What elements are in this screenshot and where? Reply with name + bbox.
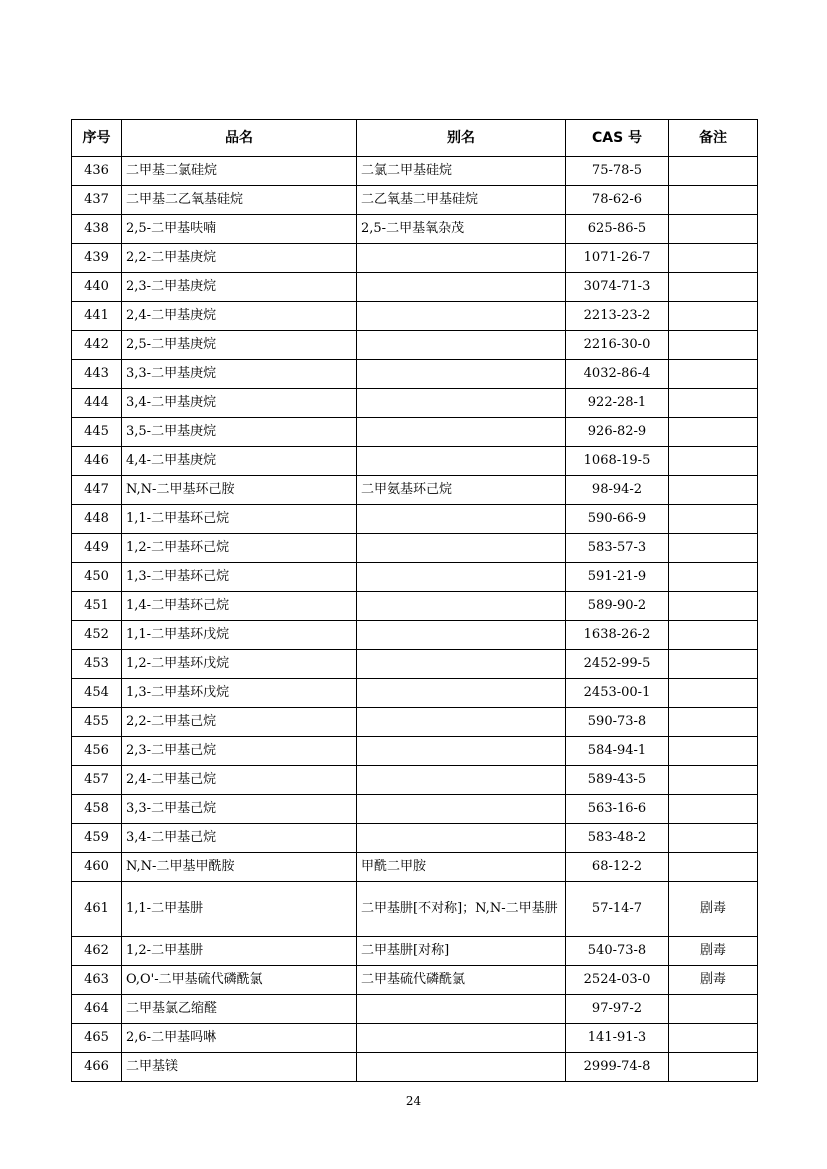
row-index-cell: 444 <box>72 389 122 418</box>
product-name-cell: 4,4-二甲基庚烷 <box>122 447 357 476</box>
table-row <box>72 1053 758 1082</box>
alias-name-cell <box>357 824 566 853</box>
product-name-cell: 2,2-二甲基庚烷 <box>122 244 357 273</box>
product-name-cell: 2,3-二甲基己烷 <box>122 737 357 766</box>
table-row <box>72 186 758 215</box>
remark-cell <box>669 621 758 650</box>
cas-number-cell: 4032-86-4 <box>566 360 669 389</box>
header-alias: 别名 <box>357 120 566 157</box>
remark-cell <box>669 824 758 853</box>
row-index-cell: 462 <box>72 937 122 966</box>
cas-number-cell: 2216-30-0 <box>566 331 669 360</box>
table-row <box>72 389 758 418</box>
row-index-cell: 448 <box>72 505 122 534</box>
cas-number-cell: 57-14-7 <box>566 882 669 937</box>
cas-number-cell: 78-62-6 <box>566 186 669 215</box>
cas-number-cell: 563-16-6 <box>566 795 669 824</box>
row-index-cell: 454 <box>72 679 122 708</box>
remark-cell <box>669 157 758 186</box>
product-name-cell: 二甲基二乙氧基硅烷 <box>122 186 357 215</box>
table-row <box>72 418 758 447</box>
alias-name-cell <box>357 621 566 650</box>
remark-cell <box>669 592 758 621</box>
product-name-cell: 3,4-二甲基己烷 <box>122 824 357 853</box>
alias-name-cell <box>357 795 566 824</box>
remark-cell <box>669 331 758 360</box>
cas-number-cell: 1071-26-7 <box>566 244 669 273</box>
cas-number-cell: 141-91-3 <box>566 1024 669 1053</box>
alias-name-cell: 2,5-二甲基氧杂茂 <box>357 215 566 244</box>
alias-name-cell <box>357 389 566 418</box>
row-index-cell: 452 <box>72 621 122 650</box>
alias-name-cell: 二甲基硫代磷酰氯 <box>357 966 566 995</box>
table-body <box>72 157 758 1082</box>
table-row <box>72 824 758 853</box>
row-index-cell: 442 <box>72 331 122 360</box>
product-name-cell: 1,2-二甲基环己烷 <box>122 534 357 563</box>
product-name-cell: 1,2-二甲基环戊烷 <box>122 650 357 679</box>
remark-cell <box>669 389 758 418</box>
table-row <box>72 708 758 737</box>
table-row <box>72 534 758 563</box>
cas-number-cell: 1068-19-5 <box>566 447 669 476</box>
alias-name-cell: 二甲基肼[对称] <box>357 937 566 966</box>
cas-number-cell: 589-90-2 <box>566 592 669 621</box>
cas-number-cell: 2524-03-0 <box>566 966 669 995</box>
product-name-cell: 二甲基氯乙缩醛 <box>122 995 357 1024</box>
row-index-cell: 440 <box>72 273 122 302</box>
remark-cell <box>669 995 758 1024</box>
table-row <box>72 882 758 937</box>
table-row <box>72 795 758 824</box>
product-name-cell: 3,4-二甲基庚烷 <box>122 389 357 418</box>
remark-cell <box>669 737 758 766</box>
row-index-cell: 464 <box>72 995 122 1024</box>
cas-number-cell: 583-48-2 <box>566 824 669 853</box>
cas-number-cell: 2452-99-5 <box>566 650 669 679</box>
header-remarks: 备注 <box>669 120 758 157</box>
row-index-cell: 460 <box>72 853 122 882</box>
table-row <box>72 360 758 389</box>
alias-name-cell <box>357 360 566 389</box>
cas-number-cell: 591-21-9 <box>566 563 669 592</box>
row-index-cell: 465 <box>72 1024 122 1053</box>
table-row <box>72 505 758 534</box>
alias-name-cell <box>357 995 566 1024</box>
remark-cell <box>669 360 758 389</box>
alias-name-cell <box>357 1024 566 1053</box>
alias-name-cell <box>357 592 566 621</box>
remark-cell <box>669 215 758 244</box>
cas-number-cell: 1638-26-2 <box>566 621 669 650</box>
remark-cell <box>669 505 758 534</box>
alias-name-cell <box>357 563 566 592</box>
remark-cell: 剧毒 <box>669 966 758 995</box>
product-name-cell: 1,1-二甲基肼 <box>122 882 357 937</box>
remark-cell: 剧毒 <box>669 937 758 966</box>
product-name-cell: 1,3-二甲基环戊烷 <box>122 679 357 708</box>
row-index-cell: 446 <box>72 447 122 476</box>
row-index-cell: 455 <box>72 708 122 737</box>
cas-number-cell: 584-94-1 <box>566 737 669 766</box>
table-row <box>72 679 758 708</box>
alias-name-cell <box>357 737 566 766</box>
row-index-cell: 443 <box>72 360 122 389</box>
remark-cell <box>669 795 758 824</box>
table-row <box>72 244 758 273</box>
table-row <box>72 331 758 360</box>
alias-name-cell <box>357 766 566 795</box>
cas-number-cell: 926-82-9 <box>566 418 669 447</box>
alias-name-cell <box>357 534 566 563</box>
remark-cell <box>669 302 758 331</box>
remark-cell <box>669 650 758 679</box>
remark-cell <box>669 418 758 447</box>
row-index-cell: 466 <box>72 1053 122 1082</box>
remark-cell <box>669 186 758 215</box>
table-row <box>72 592 758 621</box>
row-index-cell: 438 <box>72 215 122 244</box>
table-row <box>72 563 758 592</box>
product-name-cell: 1,1-二甲基环戊烷 <box>122 621 357 650</box>
table-row <box>72 937 758 966</box>
product-name-cell: N,N-二甲基环己胺 <box>122 476 357 505</box>
cas-number-cell: 625-86-5 <box>566 215 669 244</box>
cas-number-cell: 3074-71-3 <box>566 273 669 302</box>
alias-name-cell <box>357 302 566 331</box>
row-index-cell: 450 <box>72 563 122 592</box>
header-index: 序号 <box>72 120 122 157</box>
cas-number-cell: 68-12-2 <box>566 853 669 882</box>
row-index-cell: 456 <box>72 737 122 766</box>
cas-number-cell: 2213-23-2 <box>566 302 669 331</box>
cas-number-cell: 2453-00-1 <box>566 679 669 708</box>
product-name-cell: 2,5-二甲基庚烷 <box>122 331 357 360</box>
alias-name-cell <box>357 650 566 679</box>
cas-number-cell: 540-73-8 <box>566 937 669 966</box>
table-row <box>72 621 758 650</box>
row-index-cell: 463 <box>72 966 122 995</box>
page-number: 24 <box>405 1094 422 1108</box>
cas-number-cell: 75-78-5 <box>566 157 669 186</box>
table-row <box>72 966 758 995</box>
cas-number-cell: 589-43-5 <box>566 766 669 795</box>
alias-name-cell <box>357 447 566 476</box>
row-index-cell: 451 <box>72 592 122 621</box>
product-name-cell: 2,3-二甲基庚烷 <box>122 273 357 302</box>
alias-name-cell <box>357 244 566 273</box>
remark-cell <box>669 708 758 737</box>
remark-cell <box>669 447 758 476</box>
header-cas-number: CAS 号 <box>566 120 669 157</box>
row-index-cell: 439 <box>72 244 122 273</box>
product-name-cell: 2,4-二甲基庚烷 <box>122 302 357 331</box>
row-index-cell: 449 <box>72 534 122 563</box>
alias-name-cell <box>357 418 566 447</box>
alias-name-cell <box>357 273 566 302</box>
row-index-cell: 461 <box>72 882 122 937</box>
product-name-cell: 1,3-二甲基环己烷 <box>122 563 357 592</box>
product-name-cell: O,O'-二甲基硫代磷酰氯 <box>122 966 357 995</box>
table-row <box>72 650 758 679</box>
cas-number-cell: 583-57-3 <box>566 534 669 563</box>
remark-cell: 剧毒 <box>669 882 758 937</box>
product-name-cell: 1,2-二甲基肼 <box>122 937 357 966</box>
remark-cell <box>669 679 758 708</box>
alias-name-cell: 二乙氧基二甲基硅烷 <box>357 186 566 215</box>
table-row <box>72 766 758 795</box>
product-name-cell: 3,5-二甲基庚烷 <box>122 418 357 447</box>
product-name-cell: 2,6-二甲基吗啉 <box>122 1024 357 1053</box>
product-name-cell: 2,5-二甲基呋喃 <box>122 215 357 244</box>
remark-cell <box>669 1053 758 1082</box>
alias-name-cell <box>357 505 566 534</box>
product-name-cell: N,N-二甲基甲酰胺 <box>122 853 357 882</box>
row-index-cell: 445 <box>72 418 122 447</box>
remark-cell <box>669 853 758 882</box>
table-row <box>72 476 758 505</box>
product-name-cell: 3,3-二甲基己烷 <box>122 795 357 824</box>
product-name-cell: 3,3-二甲基庚烷 <box>122 360 357 389</box>
cas-number-cell: 590-66-9 <box>566 505 669 534</box>
product-name-cell: 2,4-二甲基己烷 <box>122 766 357 795</box>
alias-name-cell: 甲酰二甲胺 <box>357 853 566 882</box>
alias-name-cell: 二甲基肼[不对称]；N,N-二甲基肼 <box>357 882 566 937</box>
table-row <box>72 157 758 186</box>
table-row <box>72 995 758 1024</box>
remark-cell <box>669 563 758 592</box>
product-name-cell: 2,2-二甲基己烷 <box>122 708 357 737</box>
chemical-table <box>71 119 758 1082</box>
row-index-cell: 453 <box>72 650 122 679</box>
cas-number-cell: 922-28-1 <box>566 389 669 418</box>
alias-name-cell: 二甲氨基环己烷 <box>357 476 566 505</box>
remark-cell <box>669 244 758 273</box>
table-row <box>72 737 758 766</box>
remark-cell <box>669 1024 758 1053</box>
cas-number-cell: 97-97-2 <box>566 995 669 1024</box>
table-header-row <box>72 120 758 157</box>
alias-name-cell: 二氯二甲基硅烷 <box>357 157 566 186</box>
product-name-cell: 二甲基二氯硅烷 <box>122 157 357 186</box>
product-name-cell: 1,1-二甲基环己烷 <box>122 505 357 534</box>
table-row <box>72 447 758 476</box>
remark-cell <box>669 766 758 795</box>
cas-number-cell: 590-73-8 <box>566 708 669 737</box>
remark-cell <box>669 476 758 505</box>
row-index-cell: 459 <box>72 824 122 853</box>
table-row <box>72 302 758 331</box>
alias-name-cell <box>357 708 566 737</box>
product-name-cell: 1,4-二甲基环己烷 <box>122 592 357 621</box>
alias-name-cell <box>357 1053 566 1082</box>
product-name-cell: 二甲基镁 <box>122 1053 357 1082</box>
row-index-cell: 447 <box>72 476 122 505</box>
row-index-cell: 436 <box>72 157 122 186</box>
header-product-name: 品名 <box>122 120 357 157</box>
row-index-cell: 458 <box>72 795 122 824</box>
cas-number-cell: 2999-74-8 <box>566 1053 669 1082</box>
table-row <box>72 1024 758 1053</box>
row-index-cell: 441 <box>72 302 122 331</box>
row-index-cell: 437 <box>72 186 122 215</box>
remark-cell <box>669 534 758 563</box>
table-row <box>72 853 758 882</box>
row-index-cell: 457 <box>72 766 122 795</box>
table-row <box>72 273 758 302</box>
alias-name-cell <box>357 679 566 708</box>
alias-name-cell <box>357 331 566 360</box>
table-row <box>72 215 758 244</box>
remark-cell <box>669 273 758 302</box>
cas-number-cell: 98-94-2 <box>566 476 669 505</box>
